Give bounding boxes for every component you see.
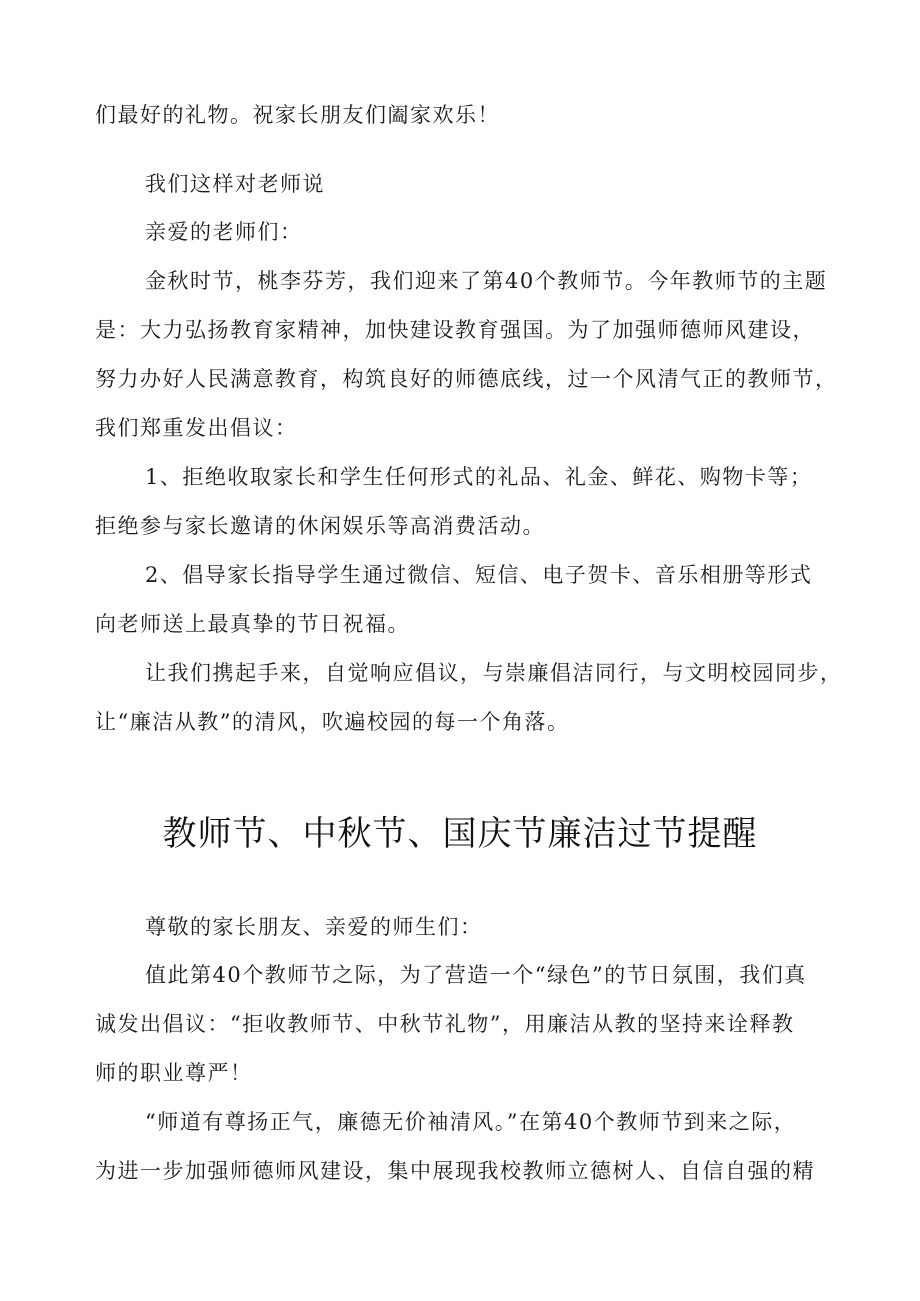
paragraph-line: 是：大力弘扬教育家精神，加快建设教育强国。为了加强师德师风建设， bbox=[95, 318, 815, 342]
proposal-item-1: 1、拒绝收取家长和学生任何形式的礼品、礼金、鲜花、购物卡等； bbox=[145, 465, 813, 489]
closing-line: 让我们携起手来，自觉响应倡议，与崇廉倡洁同行，与文明校园同步， bbox=[145, 661, 843, 685]
proposal-item-2-cont: 向老师送上最真挚的节日祝福。 bbox=[95, 612, 410, 636]
proposal-item-1-cont: 拒绝参与家长邀请的休闲娱乐等高消费活动。 bbox=[95, 514, 545, 538]
paragraph-line: 努力办好人民满意教育，构筑良好的师德底线，过一个风清气正的教师节， bbox=[95, 367, 838, 391]
paragraph-line: 值此第40个教师节之际，为了营造一个“绿色”的节日氛围，我们真 bbox=[145, 963, 807, 987]
paragraph-line: 为进一步加强师德师风建设，集中展现我校教师立德树人、自信自强的精 bbox=[95, 1159, 815, 1183]
paragraph-line: 师的职业尊严！ bbox=[95, 1061, 253, 1085]
paragraph-line: 我们郑重发出倡议： bbox=[95, 416, 298, 440]
section-heading: 教师节、中秋节、国庆节廉洁过节提醒 bbox=[162, 814, 758, 854]
salutation-teachers: 亲爱的老师们： bbox=[145, 220, 303, 244]
section-subtitle: 我们这样对老师说 bbox=[145, 172, 325, 196]
proposal-item-2: 2、倡导家长指导学生通过微信、短信、电子贺卡、音乐相册等形式 bbox=[145, 563, 813, 587]
paragraph-line: “师道有尊扬正气，廉德无价袖清风。”在第40个教师节到来之际， bbox=[145, 1110, 797, 1134]
paragraph-line: 金秋时节，桃李芬芳，我们迎来了第40个教师节。今年教师节的主题 bbox=[145, 269, 828, 293]
paragraph-line: 诚发出倡议：“拒收教师节、中秋节礼物”，用廉洁从教的坚持来诠释教 bbox=[95, 1012, 795, 1036]
salutation-parents: 尊敬的家长朋友、亲爱的师生们： bbox=[145, 915, 483, 939]
closing-line: 让“廉洁从教”的清风，吹遍校园的每一个角落。 bbox=[95, 710, 570, 734]
carry-over-line: 们最好的礼物。祝家长朋友们阖家欢乐！ bbox=[95, 103, 500, 127]
